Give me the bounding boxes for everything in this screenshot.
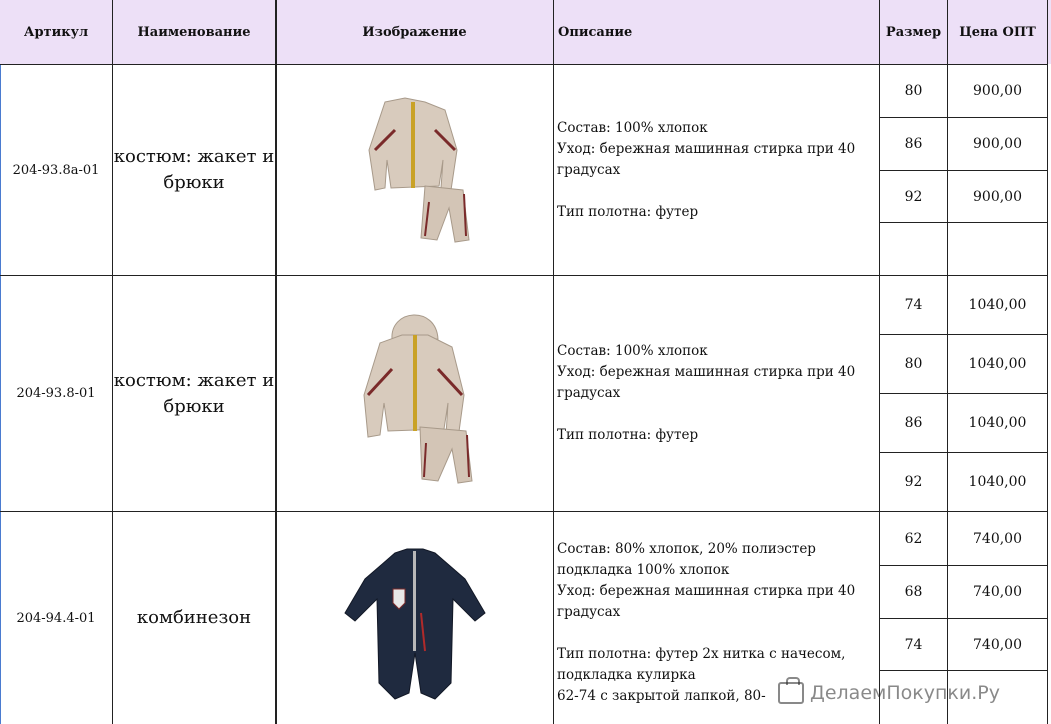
row1-size-1: 80: [904, 83, 923, 99]
header-article: Артикул: [23, 24, 89, 40]
row3-composition: Состав: 80% хлопок, 20% полиэстер подкладка 100% хлопок: [557, 541, 816, 578]
row3-name: комбинезон: [136, 607, 252, 628]
row1-size-4: [880, 223, 947, 275]
tracksuit-beige-hooded-icon: [340, 299, 490, 489]
row2-fabric: Тип полотна: футер: [557, 427, 699, 443]
row3-fabric: Тип полотна: футер 2х нитка с начесом, подкладка кулирка: [557, 646, 846, 683]
grid-line: [553, 0, 554, 724]
row3-price-3: 740,00: [973, 636, 1022, 653]
row3-size-2: 68: [904, 584, 923, 600]
row3-size-3: 74: [904, 636, 923, 653]
row2-price-3: 1040,00: [968, 415, 1027, 431]
watermark: [778, 682, 1000, 704]
row2-product-image: [276, 276, 553, 511]
row2-name: костюм: жакет и брюки: [113, 369, 275, 417]
row2-size-1: 74: [904, 297, 923, 313]
row2-size-3: 86: [904, 415, 923, 431]
row2-article: 204-93.8-01: [16, 386, 96, 401]
shopping-bag-icon: [778, 682, 804, 704]
row1-price-1: 900,00: [973, 83, 1022, 99]
row1-composition: Состав: 100% хлопок: [557, 119, 708, 136]
row2-description: [555, 276, 879, 511]
row1-size-3: 92: [904, 188, 923, 205]
header-price: Цена ОПТ: [959, 24, 1036, 40]
watermark-text: ДелаемПокупки.Ру: [810, 682, 1000, 704]
row1-article: 204-93.8a-01: [12, 162, 100, 178]
row3-size-1: 62: [904, 530, 923, 547]
row2-size-2: 80: [904, 356, 923, 372]
header-name: Наименование: [137, 24, 251, 40]
row1-price-2: 900,00: [973, 136, 1022, 152]
row2-size-4: 92: [904, 474, 923, 490]
tracksuit-beige-zip-icon: [345, 90, 485, 250]
row3-price-1: 740,00: [973, 530, 1022, 547]
header-size: Размер: [885, 24, 942, 40]
row1-fabric: Тип полотна: футер: [557, 203, 699, 220]
row1-care: Уход: бережная машинная стирка при 40 градусах: [557, 140, 856, 178]
row1-size-2: 86: [904, 136, 923, 152]
row2-price-4: 1040,00: [968, 474, 1027, 490]
row2-price-2: 1040,00: [968, 356, 1027, 372]
row1-product-image: [276, 65, 553, 275]
row3-extra: 62-74 с закрытой лапкой, 80-: [557, 688, 766, 704]
row1-price-3: 900,00: [973, 188, 1022, 205]
row3-product-image: [276, 512, 553, 724]
row2-price-1: 1040,00: [968, 297, 1027, 313]
row3-article: 204-94.4-01: [16, 610, 96, 626]
row3-care: Уход: бережная машинная стирка при 40 градусах: [557, 583, 856, 620]
header-image: Изображение: [362, 24, 467, 40]
header-description: Описание: [558, 24, 633, 40]
grid-line: [1047, 0, 1048, 724]
row1-price-4: [948, 223, 1047, 275]
navy-jumpsuit-icon: [335, 533, 495, 703]
row2-care: Уход: бережная машинная стирка при 40 градусах: [557, 364, 856, 401]
row2-composition: Состав: 100% хлопок: [557, 343, 708, 359]
row3-price-2: 740,00: [973, 584, 1022, 600]
row1-name: костюм: жакет и брюки: [113, 146, 275, 193]
row1-description: [555, 65, 879, 275]
